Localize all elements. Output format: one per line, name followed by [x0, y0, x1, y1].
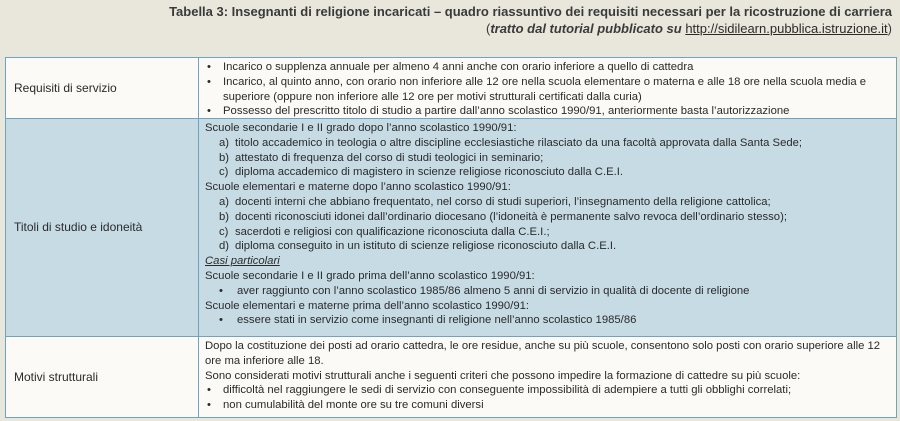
list-item: a) docenti interni che abbiano frequentato, nel corso di studi superiori, l’insegnamento della religione cattolica; [219, 195, 771, 208]
source-link[interactable]: http://sidilearn.pubblica.istruzione.it [685, 21, 888, 36]
section-heading: Scuole secondarie I e II grado dopo l’anno scolastico 1990/91: [205, 122, 517, 134]
paragraph: Sono considerati motivi strutturali anche i seguenti criteri che possono impedire la formazione di cattedre su più scuole: [205, 369, 801, 382]
row-content-servizio [199, 58, 896, 119]
list-item: • non cumulabilità del monte ore su tre comuni diversi [205, 398, 890, 413]
list-item: • Possesso del prescritto titolo di studio a partire dall’anno scolastico 1990/91, anteriormente basta l’autorizzazione [205, 104, 890, 119]
table-title: Tabella 3: Insegnanti di religione incaricati – quadro riassuntivo dei requisiti necessari per la ricostruzione di carriera [169, 4, 892, 19]
list-item: • aver raggiunto con l’anno scolastico 1985/86 almeno 5 anni di servizio in qualità di docente di religione [219, 284, 750, 297]
requirements-table [5, 57, 897, 418]
list-item: b) docenti riconosciuti idonei dall’ordinario diocesano (l’idoneità è permanente salvo revoca dell’ordinario stesso); [219, 210, 787, 223]
table-source: (tratto dal tutorial pubblicato su http://sidilearn.pubblica.istruzione.it) [485, 21, 892, 36]
special-cases-heading: Casi particolari [205, 255, 280, 268]
row-label-motivi: Motivi strutturali [6, 337, 199, 417]
list-item: c) diploma accademico di magistero in scienze religiose riconosciuto dalla C.E.I. [219, 166, 624, 179]
table-caption [169, 3, 892, 37]
row-content-titoli [199, 119, 896, 337]
list-item: • Incarico o supplenza annuale per almeno 4 anni anche con orario inferiore a quello di cattedra [205, 60, 890, 75]
list-item: a) titolo accademico in teologia o altre discipline ecclesiastiche rilasciato da una facoltà approvata dalla Santa Sede; [219, 136, 803, 149]
list-item: • essere stati in servizio come insegnanti di religione nell’anno scolastico 1985/86 [219, 314, 637, 327]
paragraph: Dopo la costituzione dei posti ad orario cattedra, le ore residue, anche su più scuole, consentono solo posti con orario superiore alle 12 ore ma inferiore alle 18. [205, 340, 881, 367]
row-content-motivi [199, 337, 896, 417]
section-heading: Scuole elementari e materne dopo l’anno scolastico 1990/91: [205, 181, 511, 194]
list-item: • Incarico, al quinto anno, con orario non inferiore alle 12 ore nella scuola elementare o materna e alle 18 ore nella scuola media e superiore (oppure non inferiore alle 12 ore per motivi strutturali certificati dalla curia) [205, 75, 890, 105]
section-heading: Scuole elementari e materne prima dell’anno scolastico 1990/91: [205, 299, 530, 312]
list-item: • difficoltà nel raggiungere le sedi di servizio con conseguente impossibilità di adempiere a tutti gli obblighi correlati; [205, 383, 890, 398]
list-item: c) sacerdoti e religiosi con qualificazione riconosciuta dalla C.E.I.; [219, 225, 550, 238]
section-heading: Scuole secondarie I e II grado prima dell’anno scolastico 1990/91: [205, 269, 535, 282]
row-label-titoli: Titoli di studio e idoneità [6, 119, 199, 337]
list-item: b) attestato di frequenza del corso di studi teologici in seminario; [219, 151, 544, 164]
list-item: d) diploma conseguito in un istituto di scienze religiose riconosciuto dalla C.E.I. [219, 240, 617, 253]
row-label-servizio: Requisiti di servizio [6, 58, 199, 119]
